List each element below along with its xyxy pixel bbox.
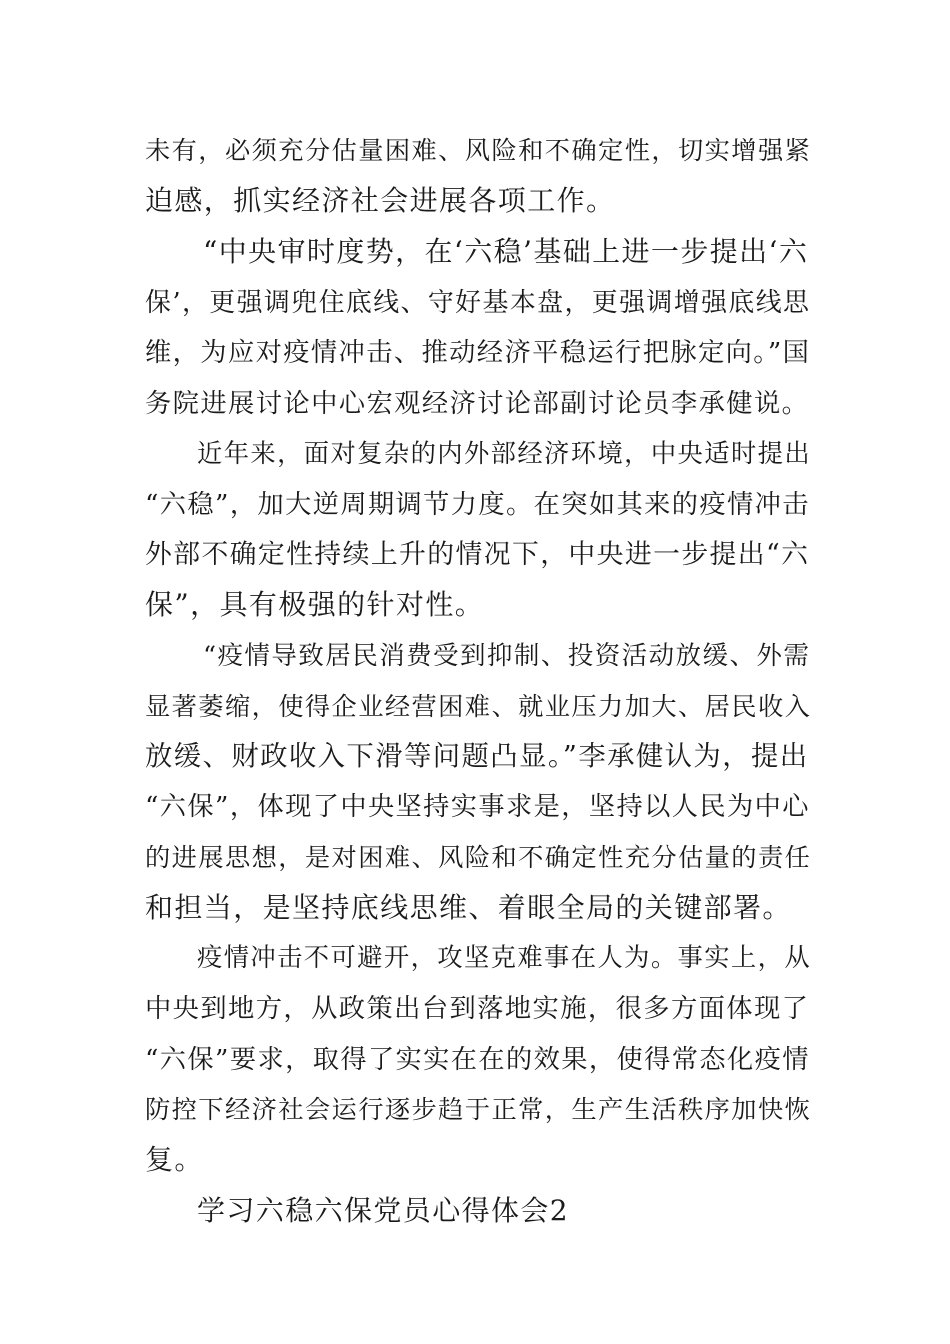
text-line: 保’，更强调兜住底线、守好基本盘，更强调增强底线思 <box>145 288 811 318</box>
text-line: 显著萎缩，使得企业经营困难、就业压力加大、居民收入 <box>145 692 812 721</box>
section-heading: 学习六稳六保党员心得体会2 <box>197 1194 570 1227</box>
text-line: “六稳”，加大逆周期调节力度。在突如其来的疫情冲击 <box>145 490 810 520</box>
text-line: 未有，必须充分估量困难、风险和不确定性，切实增强紧 <box>145 136 812 165</box>
text-line: 务院进展讨论中心宏观经济讨论部副讨论员李承健说。 <box>145 389 810 419</box>
text-line: 复。 <box>145 1143 204 1176</box>
text-line: “疫情导致居民消费受到抑制、投资活动放缓、外需 <box>203 641 811 671</box>
text-line: 近年来，面对复杂的内外部经济环境，中央适时提出 <box>197 439 812 468</box>
text-line: 的进展思想，是对困难、风险和不确定性充分估量的责任 <box>145 843 812 872</box>
text-line: “六保”，体现了中央坚持实事求是，坚持以人民为中心 <box>145 792 810 822</box>
text-line: 中央到地方，从政策出台到落地实施，很多方面体现了 <box>145 994 810 1024</box>
text-line: 外部不确定性持续上升的情况下，中央进一步提出“六 <box>145 539 810 570</box>
text-line: “中央审时度势，在‘六稳’基础上进一步提出‘六 <box>203 235 809 268</box>
text-line: 疫情冲击不可避开，攻坚克难事在人为。事实上，从 <box>197 943 812 972</box>
text-line: 放缓、财政收入下滑等问题凸显。”李承健认为，提出 <box>145 741 809 772</box>
text-line: 防控下经济社会运行逐步趋于正常，生产生活秩序加快恢 <box>145 1095 812 1124</box>
text-line: 保”，具有极强的针对性。 <box>145 588 485 621</box>
text-line: 维，为应对疫情冲击、推动经济平稳运行把脉定向。”国 <box>145 338 811 368</box>
text-line: 迫感，抓实经济社会进展各项工作。 <box>145 184 616 217</box>
text-line: “六保”要求，取得了实实在在的效果，使得常态化疫情 <box>145 1045 810 1075</box>
text-line: 和担当，是坚持底线思维、着眼全局的关键部署。 <box>145 891 792 924</box>
